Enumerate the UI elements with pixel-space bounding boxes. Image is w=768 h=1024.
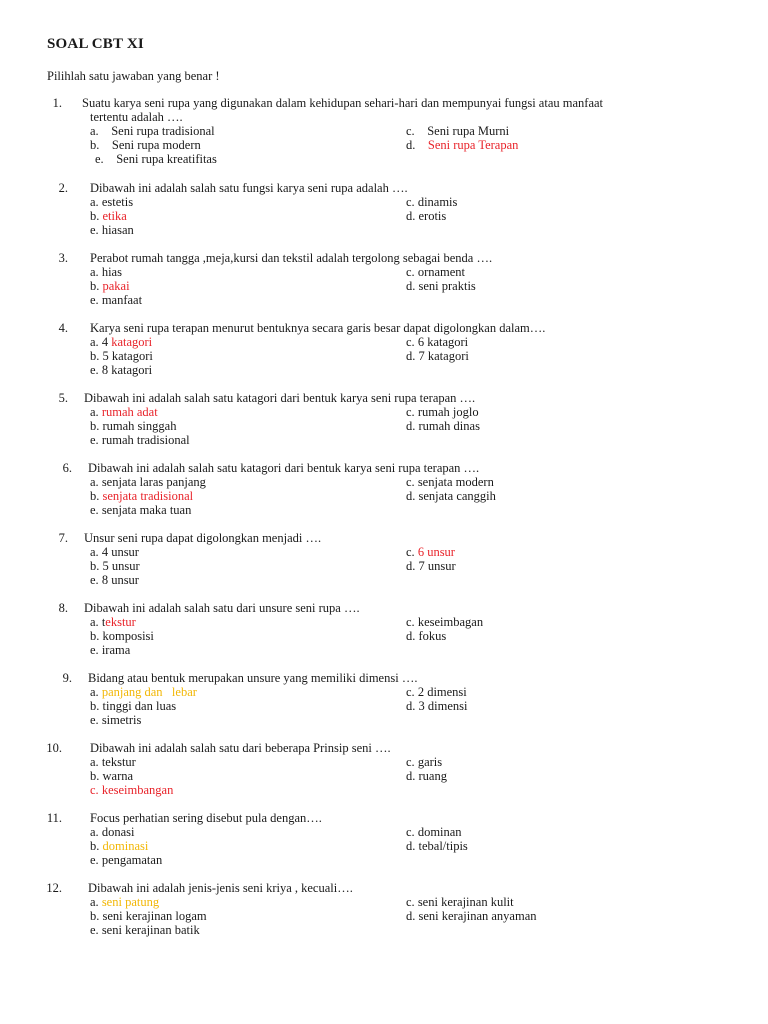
question-item <box>0 321 768 377</box>
question-line <box>0 881 768 895</box>
answer-option[interactable] <box>90 643 130 657</box>
option-letter: c. <box>406 124 415 138</box>
option-row <box>0 713 768 727</box>
option-letter: e. <box>90 573 99 587</box>
answer-option[interactable] <box>406 475 494 489</box>
option-text: hias <box>101 265 122 279</box>
question-number: 10. <box>46 741 62 755</box>
option-letter: d. <box>406 629 416 643</box>
option-text: dinamis <box>417 195 458 209</box>
option-letter: b. <box>90 839 100 853</box>
option-text-highlight: rumah adat <box>101 405 158 419</box>
option-text: 7 katagori <box>418 349 469 363</box>
answer-option[interactable] <box>90 433 190 447</box>
option-text-highlight: panjang dan lebar <box>101 685 197 699</box>
option-letter: c. <box>406 825 415 839</box>
question-line-continued <box>0 110 768 124</box>
option-text: ruang <box>418 769 447 783</box>
option-text-highlight: etika <box>102 209 127 223</box>
answer-option[interactable] <box>406 909 537 923</box>
option-text: Seni rupa kreatifitas <box>116 152 217 166</box>
answer-option[interactable] <box>90 138 201 152</box>
answer-option[interactable] <box>90 293 142 307</box>
answer-option[interactable] <box>90 124 215 138</box>
option-letter: a. <box>90 895 99 909</box>
question-number: 4. <box>58 321 68 335</box>
answer-option[interactable] <box>406 699 467 713</box>
answer-option[interactable] <box>406 755 442 769</box>
question-line <box>0 181 768 195</box>
question-line <box>0 251 768 265</box>
option-row <box>0 643 768 657</box>
option-text: komposisi <box>102 629 154 643</box>
page-title: SOAL CBT XI <box>47 36 144 52</box>
option-row <box>0 853 768 867</box>
answer-option[interactable] <box>406 895 514 909</box>
question-line <box>0 741 768 755</box>
question-line <box>0 601 768 615</box>
option-text: keseimbagan <box>417 615 484 629</box>
option-text: rumah singgah <box>102 419 177 433</box>
option-text: rumah tradisional <box>101 433 190 447</box>
option-text: tinggi dan luas <box>102 699 177 713</box>
option-row <box>0 825 768 839</box>
option-row <box>0 895 768 909</box>
option-text-highlight: katagori <box>111 335 153 349</box>
option-row <box>0 405 768 419</box>
option-text: Seni rupa modern <box>111 138 201 152</box>
answer-option[interactable] <box>90 545 139 559</box>
option-letter: a. <box>90 405 99 419</box>
option-letter: a. <box>90 124 99 138</box>
answer-option[interactable] <box>406 685 467 699</box>
option-letter: b. <box>90 349 100 363</box>
option-row <box>0 923 768 937</box>
answer-option[interactable] <box>406 559 456 573</box>
question-item <box>0 811 768 867</box>
option-row <box>0 335 768 349</box>
option-text: 4 unsur <box>101 545 139 559</box>
option-text: estetis <box>101 195 134 209</box>
question-number: 12. <box>46 881 62 895</box>
question-item <box>0 531 768 587</box>
option-letter: e. <box>90 643 99 657</box>
question-text: Dibawah ini adalah salah satu fungsi karya seni rupa adalah …. <box>90 181 408 195</box>
question-item <box>0 741 768 797</box>
option-letter: c. <box>406 405 415 419</box>
answer-option[interactable] <box>90 755 136 769</box>
option-row <box>0 195 768 209</box>
answer-option[interactable] <box>90 923 200 937</box>
question-number: 8. <box>58 601 68 615</box>
option-letter: c. <box>406 475 415 489</box>
option-row <box>0 685 768 699</box>
question-item <box>0 96 768 166</box>
question-line <box>0 671 768 685</box>
question-number: 1. <box>52 96 62 110</box>
option-text: 5 unsur <box>102 559 140 573</box>
answer-option[interactable] <box>90 629 154 643</box>
option-letter: e. <box>90 293 99 307</box>
option-text: 7 unsur <box>418 559 456 573</box>
option-text: Seni rupa Murni <box>427 124 510 138</box>
option-letter: d. <box>406 419 416 433</box>
answer-option[interactable] <box>406 545 455 559</box>
answer-option[interactable] <box>90 195 133 209</box>
question-text: Dibawah ini adalah salah satu katagori dari bentuk karya seni rupa terapan …. <box>84 391 476 405</box>
option-letter: b. <box>90 279 100 293</box>
answer-option[interactable] <box>406 839 468 853</box>
option-letter: d. <box>406 209 416 223</box>
question-line <box>0 811 768 825</box>
option-row <box>0 615 768 629</box>
option-text: seni kerajinan logam <box>102 909 207 923</box>
question-number: 9. <box>62 671 72 685</box>
answer-option[interactable] <box>90 279 130 293</box>
instruction-text: Pilihlah satu jawaban yang benar ! <box>47 69 220 83</box>
option-text: 6 katagori <box>417 335 469 349</box>
answer-option[interactable] <box>406 279 476 293</box>
question-line <box>0 531 768 545</box>
option-row <box>0 152 768 166</box>
answer-option[interactable] <box>406 265 465 279</box>
option-letter: b. <box>90 699 100 713</box>
option-letter: c. <box>406 545 415 559</box>
option-text: pengamatan <box>101 853 163 867</box>
option-letter: c. <box>406 195 415 209</box>
option-text-highlight: 6 unsur <box>417 545 455 559</box>
question-text: Suatu karya seni rupa yang digunakan dalam kehidupan sehari-hari dan mempunyai fungsi atau manfaat <box>82 96 604 110</box>
answer-option[interactable] <box>90 489 193 503</box>
option-letter: e. <box>90 853 99 867</box>
question-item <box>0 181 768 237</box>
option-text: garis <box>417 755 443 769</box>
option-text-highlight: ekstur <box>105 615 136 629</box>
answer-option[interactable] <box>90 475 206 489</box>
option-letter: d. <box>406 138 416 152</box>
option-letter: a. <box>90 615 99 629</box>
option-text-highlight: keseimbangan <box>101 783 174 797</box>
answer-option[interactable] <box>90 503 191 517</box>
answer-option[interactable] <box>90 405 158 419</box>
option-text: irama <box>101 643 131 657</box>
option-letter: e. <box>90 363 99 377</box>
option-text: warna <box>102 769 134 783</box>
question-number: 3. <box>58 251 68 265</box>
option-letter: c. <box>406 265 415 279</box>
option-text: seni kerajinan batik <box>101 923 200 937</box>
option-letter: e. <box>90 433 99 447</box>
answer-option[interactable] <box>90 713 141 727</box>
answer-option[interactable] <box>406 419 480 433</box>
question-text: Focus perhatian sering disebut pula dengan…. <box>90 811 322 825</box>
question-text: Unsur seni rupa dapat digolongkan menjadi …. <box>84 531 322 545</box>
question-text: Dibawah ini adalah salah satu katagori dari bentuk karya seni rupa terapan …. <box>88 461 480 475</box>
answer-option[interactable] <box>406 629 446 643</box>
option-letter: a. <box>90 475 99 489</box>
answer-option[interactable] <box>406 825 462 839</box>
option-letter: b. <box>90 769 100 783</box>
option-letter: b. <box>90 559 100 573</box>
question-text: Dibawah ini adalah jenis-jenis seni kriya , kecuali…. <box>88 881 353 895</box>
question-number: 6. <box>62 461 72 475</box>
question-item <box>0 671 768 727</box>
answer-option[interactable] <box>90 265 122 279</box>
option-text-plain: t <box>101 615 106 629</box>
option-text: seni kerajinan anyaman <box>418 909 537 923</box>
question-item <box>0 391 768 447</box>
option-letter: b. <box>90 419 100 433</box>
option-letter: c. <box>406 335 415 349</box>
answer-option[interactable] <box>90 615 136 629</box>
option-text-highlight: senjata tradisional <box>102 489 194 503</box>
option-text-plain: 4 <box>101 335 112 349</box>
option-text: seni kerajinan kulit <box>417 895 514 909</box>
option-letter: e. <box>90 923 99 937</box>
option-row <box>0 138 768 152</box>
option-text: fokus <box>418 629 447 643</box>
option-text-highlight: seni patung <box>101 895 160 909</box>
option-text: rumah dinas <box>418 419 480 433</box>
option-row <box>0 349 768 363</box>
answer-option[interactable] <box>406 769 447 783</box>
question-text: Dibawah ini adalah salah satu dari beberapa Prinsip seni …. <box>90 741 391 755</box>
question-text: Perabot rumah tangga ,meja,kursi dan tekstil adalah tergolong sebagai benda …. <box>90 251 493 265</box>
option-text-highlight: pakai <box>102 279 130 293</box>
option-letter: d. <box>406 839 416 853</box>
question-line <box>0 96 768 110</box>
option-row <box>0 363 768 377</box>
option-row <box>0 755 768 769</box>
option-text: 5 katagori <box>102 349 153 363</box>
option-letter: c. <box>406 685 415 699</box>
option-letter: a. <box>90 825 99 839</box>
option-row <box>0 699 768 713</box>
option-row <box>0 124 768 138</box>
option-row <box>0 209 768 223</box>
answer-option[interactable] <box>406 405 479 419</box>
option-row <box>0 573 768 587</box>
answer-option[interactable] <box>90 909 207 923</box>
option-text: erotis <box>418 209 447 223</box>
option-text: senjata modern <box>417 475 494 489</box>
option-letter: b. <box>90 489 100 503</box>
option-text-highlight: Seni rupa Terapan <box>427 138 519 152</box>
question-text-continued: tertentu adalah …. <box>90 110 183 124</box>
option-letter: e. <box>95 152 104 166</box>
option-row <box>0 279 768 293</box>
answer-option[interactable] <box>90 839 148 853</box>
answer-option[interactable] <box>90 825 134 839</box>
option-text: hiasan <box>101 223 134 237</box>
option-row <box>0 419 768 433</box>
option-row <box>0 839 768 853</box>
answer-option[interactable] <box>90 223 134 237</box>
question-item <box>0 601 768 657</box>
question-number: 2. <box>58 181 68 195</box>
option-text: dominan <box>417 825 462 839</box>
option-text: manfaat <box>101 293 143 307</box>
question-item <box>0 881 768 937</box>
option-letter: a. <box>90 755 99 769</box>
option-text: rumah joglo <box>417 405 479 419</box>
option-text: senjata canggih <box>418 489 496 503</box>
question-line <box>0 391 768 405</box>
question-number: 5. <box>58 391 68 405</box>
question-text: Dibawah ini adalah salah satu dari unsure seni rupa …. <box>84 601 360 615</box>
option-row <box>0 629 768 643</box>
option-letter: e. <box>90 223 99 237</box>
option-letter: c. <box>406 615 415 629</box>
option-row <box>0 559 768 573</box>
option-row <box>0 475 768 489</box>
option-letter: e. <box>90 713 99 727</box>
question-item <box>0 461 768 517</box>
option-text: simetris <box>101 713 142 727</box>
answer-option[interactable] <box>90 559 140 573</box>
option-text: senjata maka tuan <box>101 503 192 517</box>
option-letter: a. <box>90 685 99 699</box>
answer-option[interactable] <box>90 853 162 867</box>
option-letter: d. <box>406 769 416 783</box>
answer-option[interactable] <box>406 489 496 503</box>
option-letter: d. <box>406 699 416 713</box>
answer-option[interactable] <box>406 124 509 138</box>
option-letter: d. <box>406 349 416 363</box>
answer-option[interactable] <box>406 335 468 349</box>
option-text: seni praktis <box>418 279 476 293</box>
option-letter: d. <box>406 279 416 293</box>
question-number: 11. <box>46 811 62 825</box>
option-text: ornament <box>417 265 466 279</box>
option-letter: d. <box>406 909 416 923</box>
option-letter: b. <box>90 138 100 152</box>
option-letter: a. <box>90 265 99 279</box>
option-text: tebal/tipis <box>418 839 468 853</box>
option-letter: c. <box>406 895 415 909</box>
option-letter: a. <box>90 545 99 559</box>
answer-option[interactable] <box>90 699 176 713</box>
answer-option[interactable] <box>406 349 469 363</box>
option-text: Seni rupa tradisional <box>111 124 215 138</box>
option-row <box>0 489 768 503</box>
question-line <box>0 321 768 335</box>
option-letter: b. <box>90 629 100 643</box>
answer-option[interactable] <box>406 195 457 209</box>
option-row <box>0 223 768 237</box>
option-text: 8 unsur <box>101 573 139 587</box>
option-letter: b. <box>90 909 100 923</box>
option-row <box>0 433 768 447</box>
question-text: Bidang atau bentuk merupakan unsure yang memiliki dimensi …. <box>88 671 418 685</box>
question-text: Karya seni rupa terapan menurut bentuknya secara garis besar dapat digolongkan dalam…. <box>90 321 546 335</box>
option-text: 8 katagori <box>101 363 153 377</box>
answer-option[interactable] <box>406 209 446 223</box>
option-letter: e. <box>90 503 99 517</box>
option-row <box>0 265 768 279</box>
option-letter: c. <box>90 783 99 797</box>
question-item <box>0 251 768 307</box>
option-letter: d. <box>406 559 416 573</box>
option-text-highlight: dominasi <box>102 839 149 853</box>
answer-option[interactable] <box>406 615 483 629</box>
option-row <box>0 293 768 307</box>
answer-option[interactable] <box>90 573 139 587</box>
answer-option[interactable] <box>90 349 153 363</box>
answer-option[interactable] <box>90 209 127 223</box>
option-letter: b. <box>90 209 100 223</box>
answer-option[interactable] <box>406 138 518 152</box>
answer-option[interactable] <box>90 769 133 783</box>
option-text: 3 dimensi <box>418 699 468 713</box>
option-text: donasi <box>101 825 135 839</box>
answer-option[interactable] <box>95 152 217 166</box>
option-text: tekstur <box>101 755 136 769</box>
option-row <box>0 503 768 517</box>
answer-option[interactable] <box>90 363 152 377</box>
answer-option[interactable] <box>90 335 152 349</box>
option-letter: d. <box>406 489 416 503</box>
option-row <box>0 783 768 797</box>
option-letter: a. <box>90 195 99 209</box>
option-row <box>0 909 768 923</box>
option-text: 2 dimensi <box>417 685 467 699</box>
question-line <box>0 461 768 475</box>
answer-option[interactable] <box>90 783 173 797</box>
answer-option[interactable] <box>90 419 176 433</box>
option-letter: c. <box>406 755 415 769</box>
option-letter: a. <box>90 335 99 349</box>
answer-option[interactable] <box>90 685 197 699</box>
option-row <box>0 769 768 783</box>
answer-option[interactable] <box>90 895 159 909</box>
question-number: 7. <box>58 531 68 545</box>
option-row <box>0 545 768 559</box>
option-text: senjata laras panjang <box>101 475 206 489</box>
